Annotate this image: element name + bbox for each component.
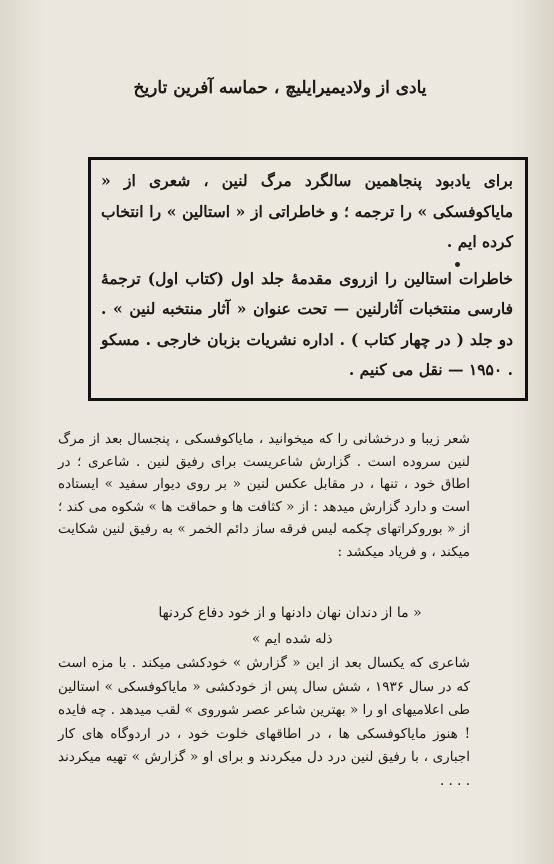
editorial-note-paragraph-2: خاطرات استالین را ازروی مقدمهٔ جلد اول (کتاب اول) ترجمهٔ فارسی منتخبات آثارلنین — تحت عنوان « آثار منتخبه لنین » . دو جلد ( در چهار کتاب ) . اداره نشریات بزبان خارجی . مسکو . ۱۹۵۰ — نقل می کنیم . xyxy=(101,268,513,379)
body-section-2 xyxy=(58,652,470,793)
margin-dot-mark xyxy=(455,262,460,267)
editorial-note-box xyxy=(88,157,528,401)
verse-line: « ما از دندان نهان دادنها و از خود دفاع کردنها xyxy=(158,605,422,621)
body-section-1 xyxy=(58,428,470,563)
body-paragraph-2: شاعری که یکسال بعد از این « گزارش » خودکشی میکند . با مزه است که در سال ۱۹۳۶ ، شش سال پس از خودکشی « مایاکوفسکی » استالین طی اعلامیهای او را « بهترین شاعر عصر شوروی » لقب میدهد . چه فایده ! هنوز مایاکوفسکی ها ، در اطاقهای خلوت خود ، در اردوگاه های کار اجباری ، با رفیق لنین درد دل میکردند و برای او « گزارش » تهیه میکردند . . . . xyxy=(58,655,470,789)
body-paragraph-1: شعر زیبا و درخشانی را که میخوانید ، مایاکوفسکی ، پنجسال بعد از مرگ لنین سروده است . گزارش شاعریست برای رفیق لنین . شاعری ؛ در اطاق خود ، تنها ، در مقابل عکس لنین « بر روی دیوار سفید » ایستاده است و دارد گزارش میدهد : از « کثافت ها و حماقت ها » شکوه می کند ؛ از « بوروکراتهای چکمه لیس فرقه ساز دائم الخمر » به رفیق لنین شکایت میکند ، و فریاد میکشد : xyxy=(58,431,470,560)
editorial-note-paragraph-1: برای یادبود پنجاهمین سالگرد مرگ لنین ، شعری از « مایاکوفسکی » را ترجمه ؛ و خاطراتی از « استالین » را انتخاب کرده ایم . xyxy=(101,171,513,251)
page-title: یادی از ولادیمیرایلیچ ، حماسه آفرین تاریخ xyxy=(133,78,427,98)
verse-tag: ذله شده ایم » xyxy=(252,631,333,647)
